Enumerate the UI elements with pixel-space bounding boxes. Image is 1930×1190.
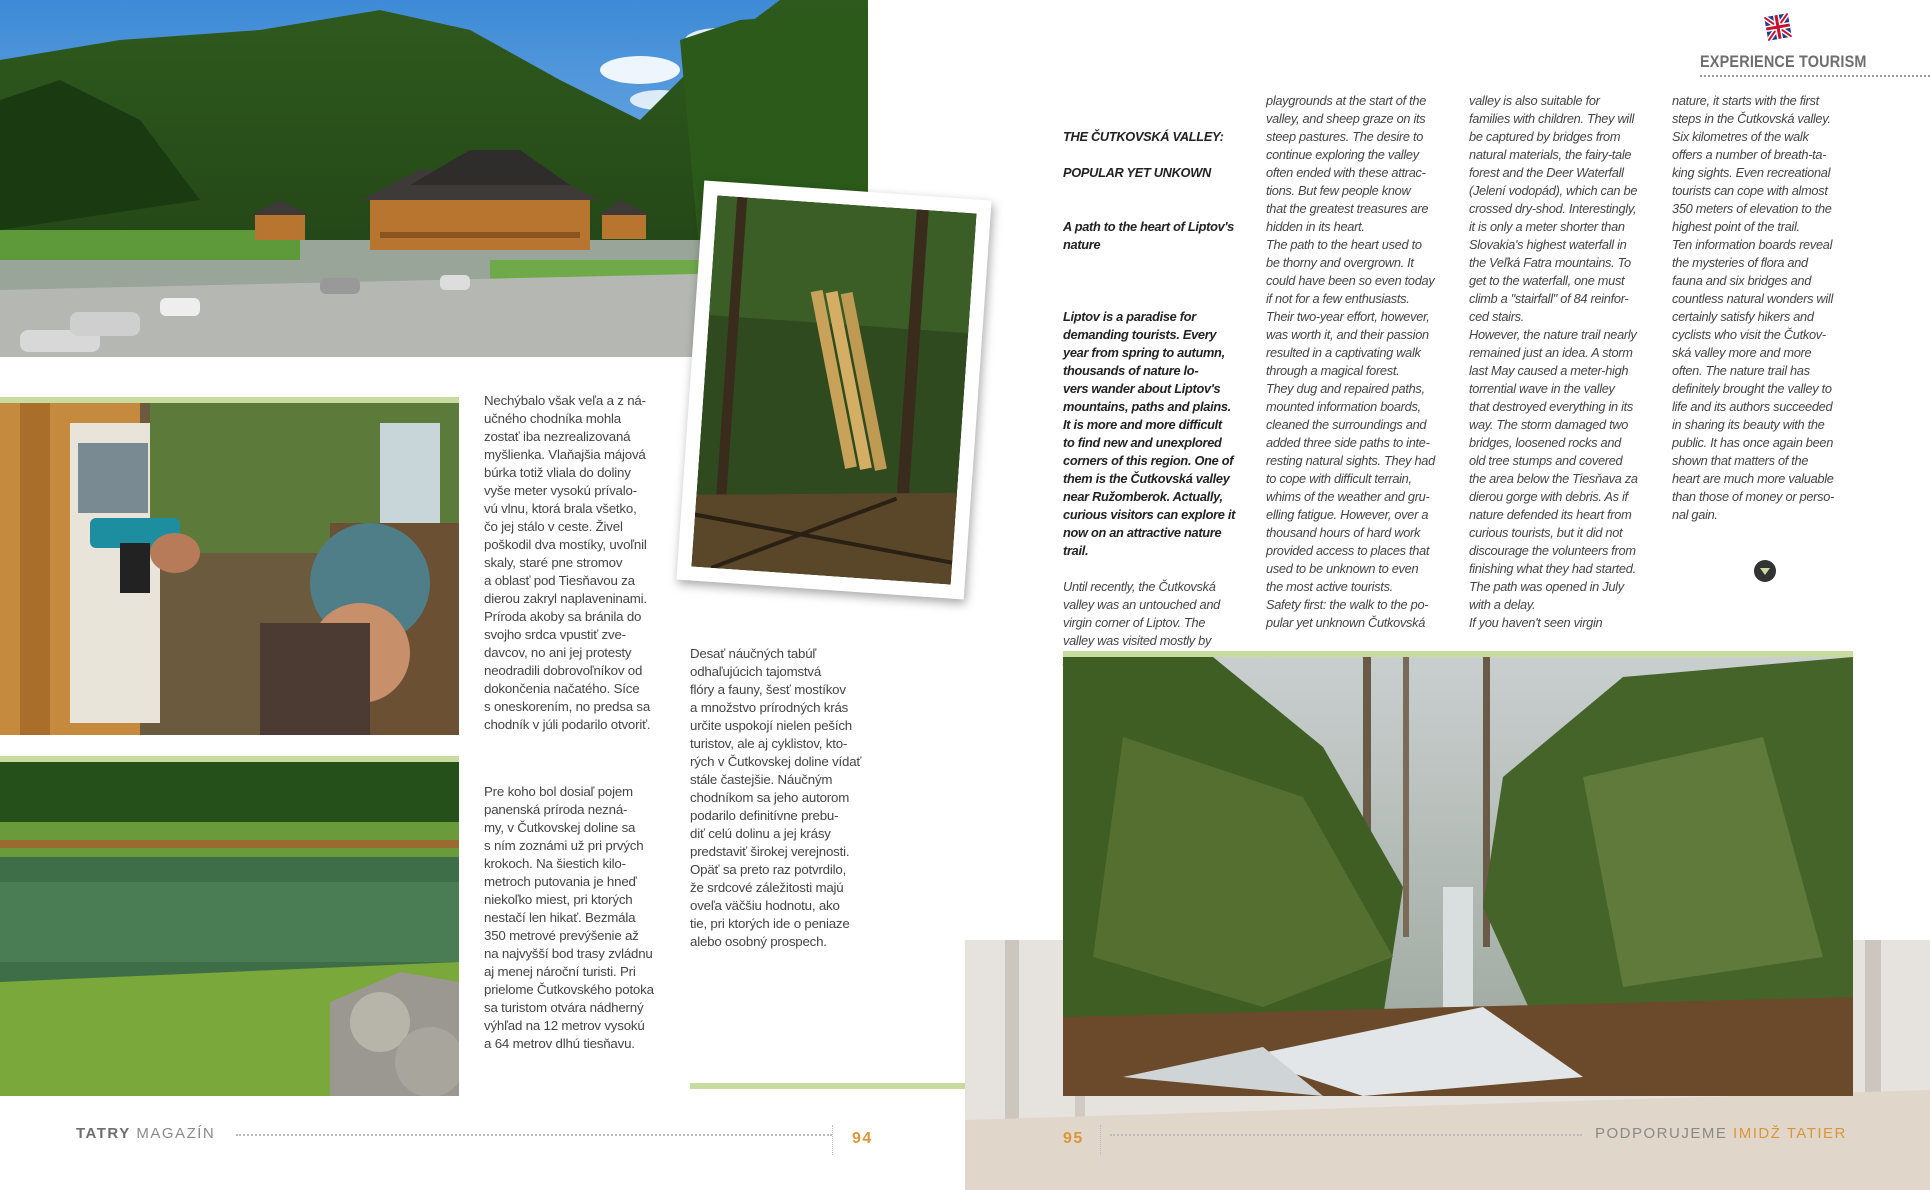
- forest-bamboo-photo-art: [691, 195, 976, 584]
- magazine-brand: [76, 1125, 215, 1142]
- gorge-photo: [1063, 657, 1853, 1096]
- worker-drilling-photo-art: [0, 403, 459, 735]
- article-column-en-4: nature, it starts with the first steps in the Čutkovská valley. Six kilometres of the walk offers a number of breath-ta- king sights. Even recreational tourists can cope with almost 350 meters of elevation to the highest point of the trail. Ten information boards reveal the mysteries of flora and fauna and six bridges and countless natural wonders will certainly satisfy hikers and cyclists who visit the Čutkov- ská valley more and more often. The nature trail has definitely brought the valley to life and its authors succeeded in sharing its beauty with the public. It has once again been shown that matters of the heart are much more valuable than those of money or perso- nal gain.: [1672, 93, 1835, 522]
- footer-slogan: [1595, 1125, 1847, 1142]
- forest-photo-frame: [676, 180, 991, 599]
- header-divider: [1700, 75, 1930, 77]
- pond-photo-art: [0, 762, 459, 1096]
- page-number-separator: [832, 1125, 834, 1155]
- article-heading-line1: THE ČUTKOVSKÁ VALLEY:: [1063, 129, 1224, 144]
- footer-divider: [1110, 1134, 1582, 1136]
- gorge-photo-art: [1063, 657, 1853, 1096]
- brand-light: MAGAZÍN: [136, 1125, 216, 1142]
- pond-photo: [0, 762, 459, 1096]
- article-heading: [1063, 110, 1253, 200]
- article-column-sk-1b: Pre koho bol dosiaľ pojem panenská príroda nezná- my, v Čutkovskej doline sa s ním zoznámi už pri prvých krokoch. Na šiestich kilo- metroch putovania je hneď niekoľko miest, pri ktorých nestačí len hikať. Bezmála 350 metrové prevýšenie až na najvyšší bod trasy zvládnu aj menej nároční turisti. Pri prielome Čutkovského potoka sa turistom otvára nádherný výhľad na 12 metrov vysokú a 64 metrov dlhú tiesňavu.: [484, 784, 654, 1051]
- footer-divider: [236, 1134, 832, 1136]
- end-mark-icon: [1754, 560, 1776, 582]
- article-lead: Liptov is a paradise for demanding tourists. Every year from spring to autumn, thousands of nature lo- vers wander about Liptov's mountains, paths and plains. It is more and more difficult to find new and unexplored corners of this region. One of them is the Čutkovská valley near Ružomberok. Actually, curious visitors can explore it now on an attractive nature trail.: [1063, 309, 1236, 558]
- page-number-separator: [1100, 1125, 1102, 1155]
- article-heading-line2: POPULAR YET UNKOWN: [1063, 165, 1211, 180]
- article-body-1: Until recently, the Čutkovská valley was an untouched and virgin corner of Liptov. The valley was visited mostly by: [1063, 579, 1220, 648]
- accent-bar: [690, 1083, 965, 1089]
- page-number-left: 94: [852, 1130, 873, 1147]
- end-mark-icon-art: [1754, 560, 1776, 582]
- article-column-sk-2: Desať náučných tabúľ odhaľujúcich tajomstvá flóry a fauny, šesť mostíkov a množstvo prírodných krás určite uspokojí nielen peších turistov, ale aj cyklistov, kto- rých v Čutkovskej doline vídať stále častejšie. Náučným chodníkom sa jeho autorom podarilo definitívne prebu- diť celú dolinu a jej krásy predstaviť širokej verejnosti. Opäť sa preto raz potvrdilo, že srdcové záležitosti majú oveľa väčšiu hodnotu, ako tie, pri ktorých ide o peniaze alebo osobný prospech.: [690, 646, 862, 949]
- article-column-en-2: playgrounds at the start of the valley, and sheep graze on its steep pastures. The desire to continue exploring the valley often ended with these attrac- tions. But few people know that the greatest treasures are hidden in its heart. The path to the heart used to be thorny and overgrown. It could have been so even today if not for a few enthusiasts. Their two-year effort, however, was worth it, and their passion resulted in a captivating walk through a magical forest. They dug and repaired paths, mounted information boards, cleaned the surroundings and added three side paths to inte- resting natural sights. They had to cope with difficult terrain, whims of the weather and gru- elling fatigue. However, over a thousand hours of hard work provided access to places that used to be unknown to even the most active tourists. Safety first: the walk to the po- pular yet unknown Čutkovská: [1266, 93, 1435, 630]
- slogan-part-a: PODPORUJEME: [1595, 1125, 1728, 1142]
- brand-bold: TATRY: [76, 1125, 131, 1142]
- worker-drilling-photo: [0, 403, 459, 735]
- page-number-right: 95: [1063, 1130, 1084, 1147]
- article-subheading: A path to the heart of Liptov's nature: [1063, 219, 1235, 252]
- article-column-en-3: valley is also suitable for families with children. They will be captured by bridges from natural materials, the fairy-tale forest and the Deer Waterfall (Jelení vodopád), which can be crossed dry-shod. Interestingly, it is only a meter shorter than Slovakia's highest waterfall in the Veľká Fatra mountains. To get to the waterfall, one must climb a "stairfall" of 84 reinfor- ced stairs. However, the nature trail nearly remained just an idea. A storm last May caused a meter-high torrential wave in the valley that destroyed everything in its way. The storm damaged two bridges, loosened rocks and old tree stumps and covered the area below the Tiesňava za dierou gorge with debris. As if nature defended its heart from curious tourists, but it did not discourage the volunteers from finishing what they had started. The path was opened in July with a delay. If you haven't seen virgin: [1469, 93, 1638, 630]
- uk-flag-icon-art: [1764, 13, 1792, 41]
- slogan-part-b: IMIDŽ TATIER: [1733, 1125, 1847, 1142]
- section-title: EXPERIENCE TOURISM: [1700, 52, 1867, 71]
- uk-flag-icon: [1764, 13, 1792, 41]
- article-column-sk-1: Nechýbalo však veľa a z ná- učného chodníka mohla zostať iba nezrealizovaná myšlienka. Vlaňajšia májová búrka totiž vliala do doliny vyše meter vysokú prívalo- vú vlnu, ktorá brala všetko, čo jej stálo v ceste. Živel poškodil dva mostíky, uvoľnil skaly, staré pne stromov a oblasť pod Tiesňavou za dierou zakryl naplaveninami. Príroda akoby sa bránila do svojho srdca vpustiť zve- davcov, no ani jej protesty neodradili dobrovoľníkov od dokončenia načatého. Síce s oneskorením, no predsa sa chodník v júli podarilo otvoriť.: [484, 393, 651, 732]
- forest-bamboo-photo: [691, 195, 976, 584]
